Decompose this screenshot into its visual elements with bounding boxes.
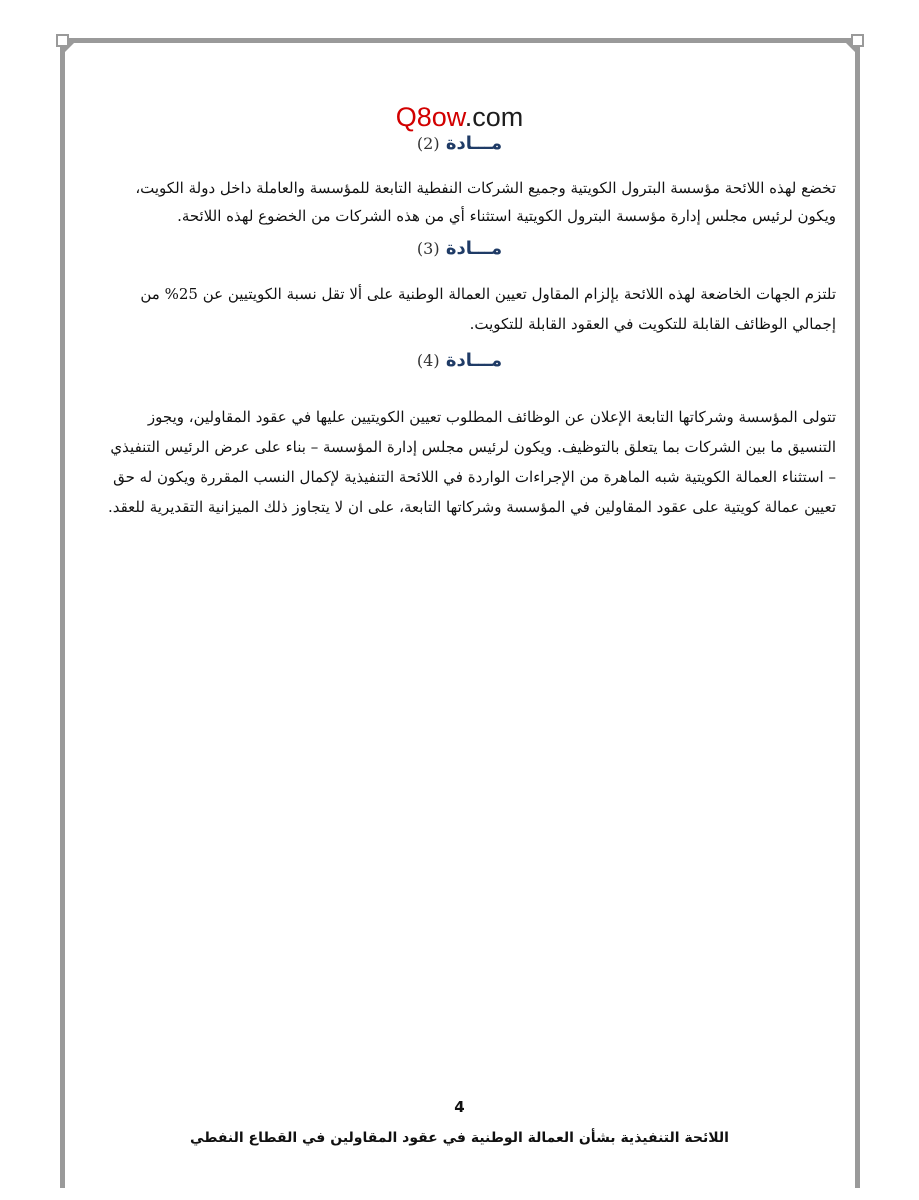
page-border-top [60, 38, 860, 43]
watermark-domain: .com [464, 102, 524, 132]
paragraph-line: تعيين عمالة كويتية على عقود المقاولين في المؤسسة وشركاتها التابعة، على ان لا يتجاوز ذلك الميزانية التقديرية للعقد. [107, 498, 836, 516]
article-2-heading [0, 133, 919, 154]
article-3-heading [0, 238, 919, 259]
article-4-heading [0, 350, 919, 371]
paragraph-line: تخضع لهذه اللائحة مؤسسة البترول الكويتية وجميع الشركات النفطية التابعة للمؤسسة والعاملة داخل دولة الكويت، [135, 179, 836, 197]
page-border-right [855, 38, 860, 1188]
article-heading-label: مـــادة [445, 350, 503, 371]
article-2-text [76, 174, 836, 230]
article-number: (2) [416, 134, 440, 153]
article-heading-label: مـــادة [445, 133, 503, 154]
article-number: (3) [416, 239, 440, 258]
page-border-left [60, 38, 65, 1188]
article-4-text [76, 402, 836, 522]
article-3-text [76, 279, 836, 339]
article-heading-label: مـــادة [445, 238, 503, 259]
watermark-brand: Q8ow [395, 102, 465, 132]
site-watermark [0, 101, 919, 133]
paragraph-line: إجمالي الوظائف القابلة للتكويت في العقود القابلة للتكويت. [469, 315, 836, 333]
page-number: 4 [454, 1098, 465, 1116]
paragraph-line: تتولى المؤسسة وشركاتها التابعة الإعلان عن الوظائف المطلوب تعيين الكويتيين عليها في عقود المقاولين، ويجوز [147, 408, 836, 426]
paragraph-line: التنسيق ما بين الشركات بما يتعلق بالتوظيف. ويكون لرئيس مجلس إدارة المؤسسة – بناء على عرض الرئيس التنفيذي [110, 438, 836, 456]
paragraph-line: تلتزم الجهات الخاضعة لهذه اللائحة بإلزام المقاول تعيين العمالة الوطنية على ألا تقل نسبة الكويتيين عن 25% من [140, 285, 836, 303]
paragraph-line: ويكون لرئيس مجلس إدارة مؤسسة البترول الكويتية استثناء أي من هذه الشركات من الخضوع لهذه اللائحة. [177, 207, 836, 225]
border-corner-square-left [56, 34, 69, 47]
paragraph-line: – استثناء العمالة الكويتية شبه الماهرة من الإجراءات الواردة في اللائحة التنفيذية لإكمال النسب المقررة ويكون له حق [113, 468, 836, 486]
footer-title: اللائحة التنفيذية بشأن العمالة الوطنية في عقود المقاولين في القطاع النفطي [190, 1130, 729, 1146]
article-number: (4) [416, 351, 440, 370]
border-corner-square-right [851, 34, 864, 47]
